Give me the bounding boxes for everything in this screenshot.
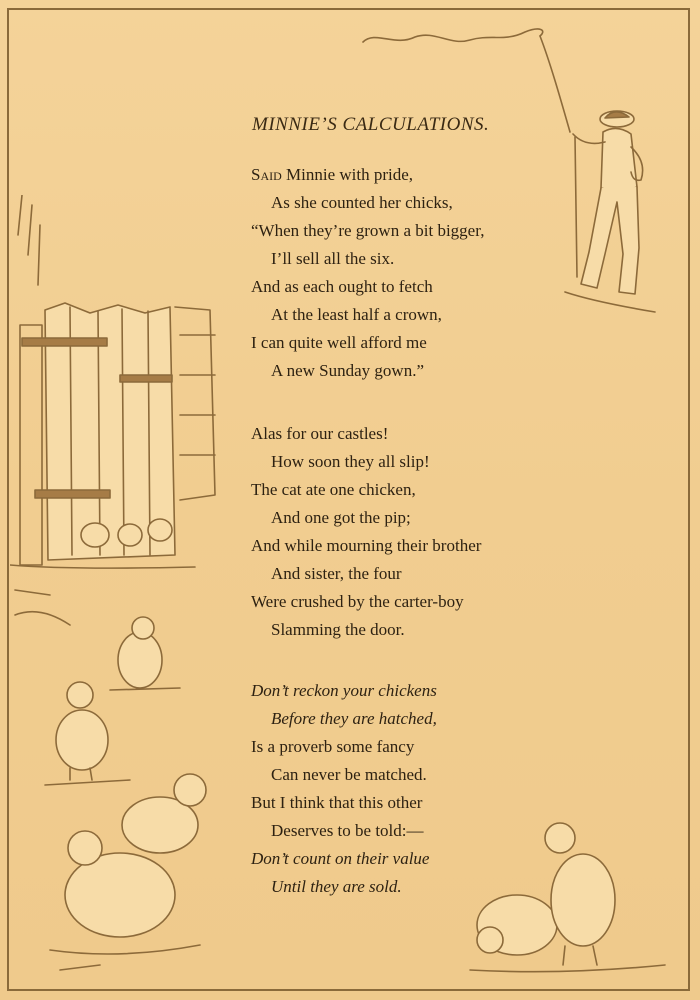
poem-line: But I think that this other <box>251 793 423 812</box>
poem-line <box>251 165 413 185</box>
poem-title: MINNIE’S CALCULATIONS. <box>252 114 490 135</box>
drop-word: Said <box>251 165 282 184</box>
poem-line: Before they are hatched, <box>271 709 437 728</box>
poem-line: At the least half a crown, <box>271 305 442 324</box>
poem-line: Slamming the door. <box>271 620 405 639</box>
poem-line: And one got the pip; <box>271 508 411 527</box>
poem-line: How soon they all slip! <box>271 452 430 471</box>
poem-line: I’ll sell all the six. <box>271 249 395 268</box>
poem-line: Don’t count on their value <box>251 849 430 868</box>
poem-line: Don’t reckon your chickens <box>251 681 437 700</box>
poem-line: Were crushed by the carter-boy <box>251 592 464 611</box>
poem-line: Can never be matched. <box>271 765 427 784</box>
poem-line: “When they’re grown a bit bigger, <box>251 221 485 240</box>
poem-line: Is a proverb some fancy <box>251 737 415 756</box>
chicks-left-illustration <box>40 610 230 980</box>
poem-line: Alas for our castles! <box>251 424 389 443</box>
garden-gate-illustration <box>10 195 230 635</box>
poem-line: I can quite well afford me <box>251 333 427 352</box>
poem-line: Deserves to be told:— <box>271 821 424 840</box>
poem-line: The cat ate one chicken, <box>251 480 416 499</box>
poem-line: Until they are sold. <box>271 877 402 896</box>
poem-line: And while mourning their brother <box>251 536 482 555</box>
poem-line: And sister, the four <box>271 564 402 583</box>
line-text: Minnie with pride, <box>281 165 414 184</box>
poem-line: As she counted her chicks, <box>271 193 453 212</box>
chicks-right-illustration <box>465 810 675 980</box>
poem-line: A new Sunday gown.” <box>271 361 424 380</box>
poem-line: And as each ought to fetch <box>251 277 433 296</box>
